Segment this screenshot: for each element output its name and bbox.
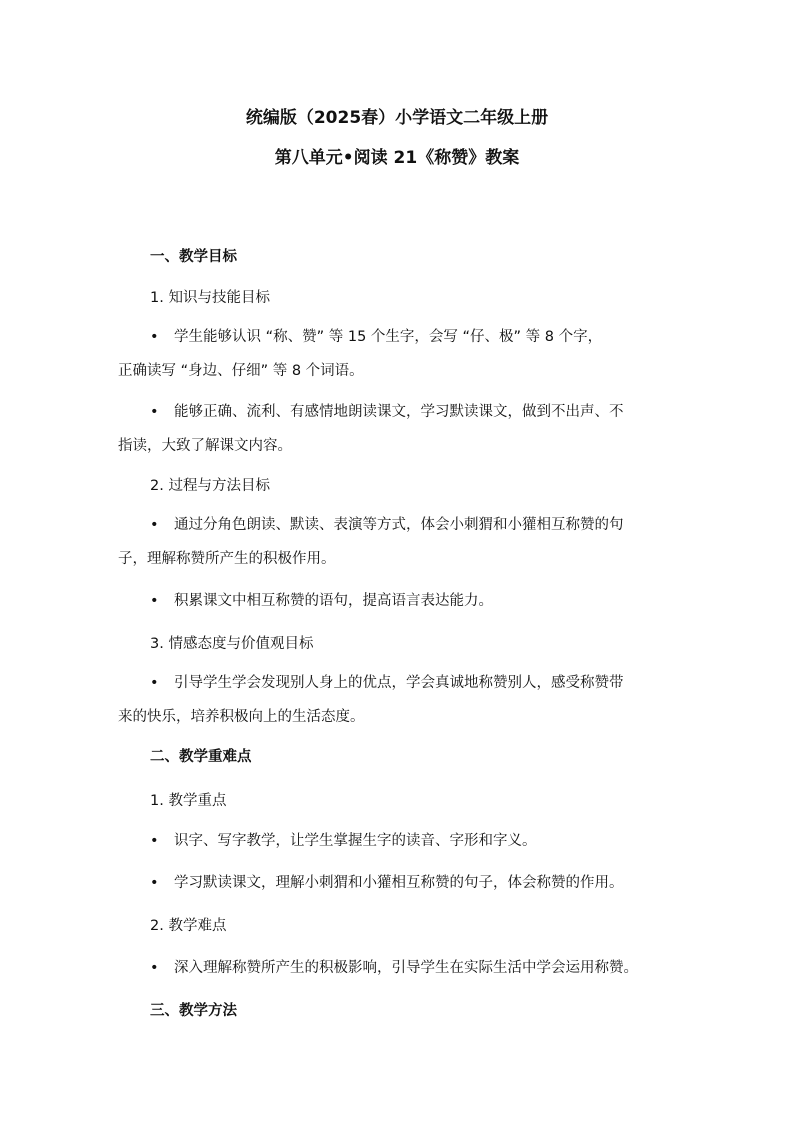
bullet-paragraph [118, 951, 678, 985]
subheading-process-methods: 2. 过程与方法目标 [150, 478, 270, 494]
subheading-difficulty: 2. 教学难点 [150, 918, 227, 934]
bullet-icon: • [150, 329, 159, 345]
bullet-text: 学习默读课文，理解小刺猬和小獾相互称赞的句子，体会称赞的作用。 [174, 875, 624, 891]
bullet-paragraph [118, 824, 678, 858]
bullet-text-continued: 来的快乐，培养积极向上的生活态度。 [118, 709, 365, 725]
bullet-text-continued: 正确读写 “身边、仔细” 等 8 个词语。 [118, 363, 364, 379]
section-heading-methods: 三、教学方法 [150, 1003, 237, 1019]
bullet-icon: • [150, 875, 159, 891]
document-subtitle: 第八单元•阅读 21《称赞》教案 [274, 148, 520, 168]
bullet-paragraph [118, 395, 678, 463]
bullet-paragraph [118, 866, 678, 900]
bullet-icon: • [150, 517, 159, 533]
bullet-icon: • [150, 675, 159, 691]
bullet-paragraph [118, 320, 678, 388]
bullet-text: 学生能够认识 “称、赞” 等 15 个生字，会写 “仔、极” 等 8 个字， [174, 329, 603, 345]
bullet-icon: • [150, 960, 159, 976]
bullet-text: 通过分角色朗读、默读、表演等方式，体会小刺猬和小獾相互称赞的句 [174, 517, 624, 533]
section-heading-objectives: 一、教学目标 [150, 249, 237, 265]
bullet-text: 深入理解称赞所产生的积极影响，引导学生在实际生活中学会运用称赞。 [174, 960, 638, 976]
bullet-text: 能够正确、流利、有感情地朗读课文，学习默读课文，做到不出声、不 [174, 404, 624, 420]
section-heading-key-points: 二、教学重难点 [150, 749, 252, 765]
subheading-knowledge-skills: 1. 知识与技能目标 [150, 290, 270, 306]
bullet-icon: • [150, 833, 159, 849]
bullet-text: 积累课文中相互称赞的语句，提高语言表达能力。 [174, 593, 493, 609]
bullet-text-continued: 指读，大致了解课文内容。 [118, 438, 292, 454]
bullet-text: 引导学生学会发现别人身上的优点，学会真诚地称赞别人，感受称赞带 [174, 675, 624, 691]
bullet-paragraph [118, 508, 678, 576]
subheading-key-focus: 1. 教学重点 [150, 793, 227, 809]
bullet-icon: • [150, 593, 159, 609]
bullet-paragraph [118, 666, 678, 734]
bullet-text: 识字、写字教学，让学生掌握生字的读音、字形和字义。 [174, 833, 537, 849]
bullet-text-continued: 子，理解称赞所产生的积极作用。 [118, 551, 336, 567]
bullet-paragraph [118, 584, 678, 618]
document-title: 统编版（2025春）小学语文二年级上册 [245, 108, 549, 128]
bullet-icon: • [150, 404, 159, 420]
subheading-emotion-values: 3. 情感态度与价值观目标 [150, 636, 314, 652]
